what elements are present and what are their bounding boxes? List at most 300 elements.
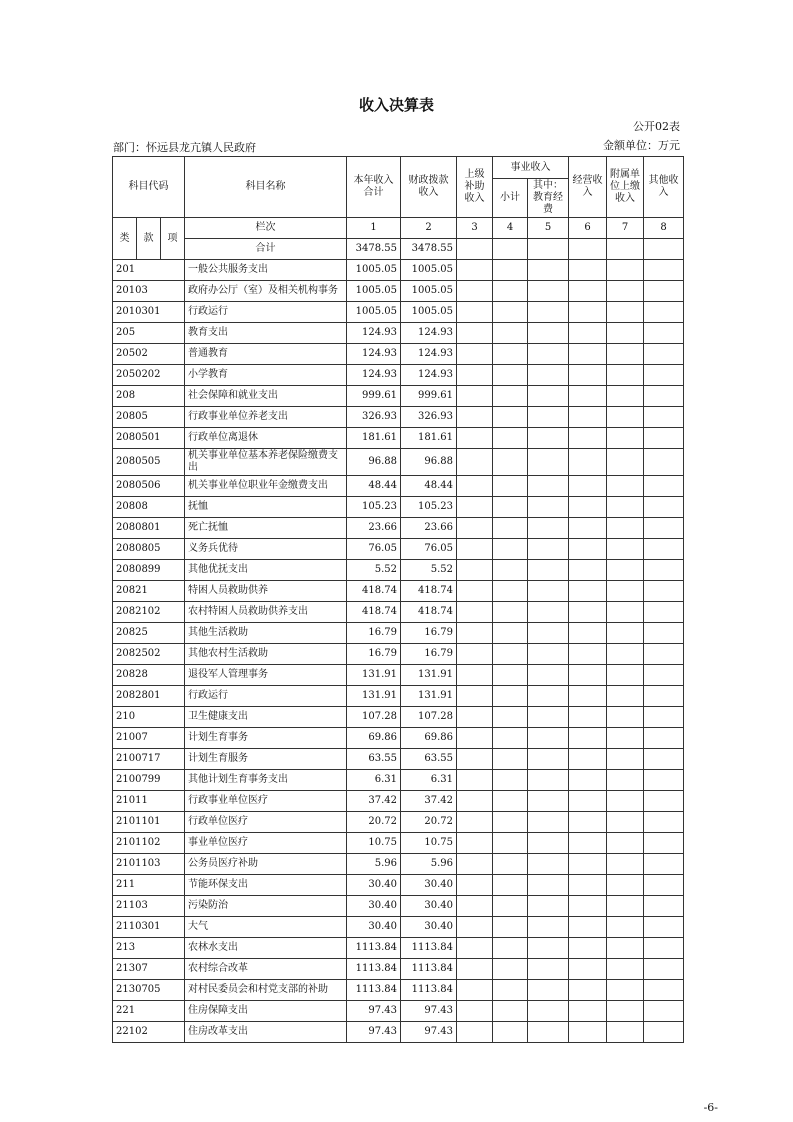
subject-name: 机关事业单位职业年金缴费支出 <box>185 476 347 497</box>
empty-cell <box>607 560 644 581</box>
subject-code: 2050202 <box>113 365 185 386</box>
income-table <box>112 156 684 1043</box>
empty-cell <box>457 1001 493 1022</box>
header-operating-income: 经营收入 <box>569 157 607 218</box>
fiscal-income: 1113.84 <box>401 980 457 1001</box>
empty-cell <box>569 791 607 812</box>
subject-name: 节能环保支出 <box>185 875 347 896</box>
total-income: 96.88 <box>347 449 401 476</box>
total-income: 124.93 <box>347 344 401 365</box>
subject-name: 计划生育服务 <box>185 749 347 770</box>
subject-name: 义务兵优待 <box>185 539 347 560</box>
empty-cell <box>493 302 528 323</box>
empty-cell <box>607 791 644 812</box>
subject-code: 21103 <box>113 896 185 917</box>
empty-cell <box>457 917 493 938</box>
empty-cell <box>457 707 493 728</box>
empty-cell <box>569 428 607 449</box>
fiscal-income: 999.61 <box>401 386 457 407</box>
empty-cell <box>528 560 569 581</box>
header-business-subtotal: 小计 <box>493 179 528 218</box>
subject-name: 行政运行 <box>185 686 347 707</box>
empty-cell <box>607 875 644 896</box>
total-income: 1005.05 <box>347 260 401 281</box>
empty-cell <box>528 323 569 344</box>
col-number: 2 <box>401 218 457 239</box>
table-row <box>113 686 684 707</box>
subject-name: 对村民委员会和村党支部的补助 <box>185 980 347 1001</box>
empty-cell <box>528 260 569 281</box>
empty-cell <box>569 344 607 365</box>
empty-cell <box>528 518 569 539</box>
empty-cell <box>644 749 684 770</box>
empty-cell <box>493 707 528 728</box>
empty-cell <box>457 386 493 407</box>
empty-cell <box>607 581 644 602</box>
empty-cell <box>528 665 569 686</box>
empty-cell <box>457 260 493 281</box>
col-number: 6 <box>569 218 607 239</box>
fiscal-income: 48.44 <box>401 476 457 497</box>
fiscal-income: 30.40 <box>401 917 457 938</box>
subject-name: 行政运行 <box>185 302 347 323</box>
empty-cell <box>607 770 644 791</box>
empty-cell <box>457 749 493 770</box>
empty-cell <box>644 917 684 938</box>
empty-cell <box>569 365 607 386</box>
total-income: 105.23 <box>347 497 401 518</box>
total-income: 107.28 <box>347 707 401 728</box>
empty-cell <box>644 407 684 428</box>
empty-cell <box>457 938 493 959</box>
table-row <box>113 728 684 749</box>
fiscal-income: 418.74 <box>401 602 457 623</box>
empty-cell <box>528 833 569 854</box>
subject-name: 特困人员救助供养 <box>185 581 347 602</box>
table-row <box>113 302 684 323</box>
subject-name: 卫生健康支出 <box>185 707 347 728</box>
empty-cell <box>644 539 684 560</box>
empty-cell <box>569 323 607 344</box>
table-row <box>113 896 684 917</box>
empty-cell <box>493 365 528 386</box>
form-number: 公开02表 <box>633 120 680 133</box>
subject-code: 2080805 <box>113 539 185 560</box>
empty-cell <box>528 854 569 875</box>
subject-code: 22102 <box>113 1022 185 1043</box>
fiscal-income: 6.31 <box>401 770 457 791</box>
subject-name: 死亡抚恤 <box>185 518 347 539</box>
subject-code: 205 <box>113 323 185 344</box>
empty-cell <box>528 707 569 728</box>
empty-cell <box>569 938 607 959</box>
table-row <box>113 875 684 896</box>
empty-cell <box>644 518 684 539</box>
empty-cell <box>528 875 569 896</box>
empty-cell <box>528 428 569 449</box>
empty-cell <box>528 980 569 1001</box>
empty-cell <box>569 959 607 980</box>
empty-cell <box>569 728 607 749</box>
header-fiscal-income: 财政拨款收入 <box>401 157 457 218</box>
empty-cell <box>569 497 607 518</box>
subject-code: 2101102 <box>113 833 185 854</box>
empty-cell <box>644 302 684 323</box>
col-number: 1 <box>347 218 401 239</box>
total-income: 1113.84 <box>347 959 401 980</box>
subject-code: 2080506 <box>113 476 185 497</box>
total-income: 1113.84 <box>347 938 401 959</box>
fiscal-income: 124.93 <box>401 344 457 365</box>
empty-cell <box>644 770 684 791</box>
empty-cell <box>569 749 607 770</box>
table-row <box>113 539 684 560</box>
subject-name: 抚恤 <box>185 497 347 518</box>
unit-label: 金额单位：万元 <box>603 139 680 152</box>
empty-cell <box>457 302 493 323</box>
fiscal-income: 37.42 <box>401 791 457 812</box>
empty-cell <box>528 728 569 749</box>
empty-cell <box>457 644 493 665</box>
empty-cell <box>607 518 644 539</box>
subject-code: 2080505 <box>113 449 185 476</box>
empty-cell <box>457 791 493 812</box>
header-lanci: 栏次 <box>185 218 347 239</box>
empty-cell <box>528 749 569 770</box>
empty-cell <box>607 281 644 302</box>
empty-cell <box>569 833 607 854</box>
empty-cell <box>528 896 569 917</box>
subject-name: 污染防治 <box>185 896 347 917</box>
page-title: 收入决算表 <box>358 96 434 114</box>
subject-code: 20805 <box>113 407 185 428</box>
empty-cell <box>607 644 644 665</box>
fiscal-income: 97.43 <box>401 1001 457 1022</box>
table-row <box>113 365 684 386</box>
subject-code: 2110301 <box>113 917 185 938</box>
empty-cell <box>569 386 607 407</box>
table-row <box>113 581 684 602</box>
empty-cell <box>607 938 644 959</box>
header-business-income: 事业收入 <box>493 157 569 179</box>
total-income: 999.61 <box>347 386 401 407</box>
empty-cell <box>607 959 644 980</box>
empty-cell <box>457 833 493 854</box>
empty-cell <box>607 896 644 917</box>
empty-cell <box>457 407 493 428</box>
header-affiliated-income: 附属单位上缴收入 <box>607 157 644 218</box>
subject-code: 21011 <box>113 791 185 812</box>
header-subject-name: 科目名称 <box>185 157 347 218</box>
empty-cell <box>493 644 528 665</box>
empty-cell <box>569 770 607 791</box>
empty-cell <box>493 980 528 1001</box>
empty-cell <box>457 281 493 302</box>
empty-cell <box>607 428 644 449</box>
empty-cell <box>644 365 684 386</box>
empty-cell <box>644 428 684 449</box>
empty-cell <box>493 728 528 749</box>
total-income: 131.91 <box>347 665 401 686</box>
empty-cell <box>457 1022 493 1043</box>
subject-code: 21307 <box>113 959 185 980</box>
empty-cell <box>493 260 528 281</box>
subject-code: 2082801 <box>113 686 185 707</box>
empty-cell <box>457 896 493 917</box>
empty-cell <box>607 833 644 854</box>
empty-cell <box>569 623 607 644</box>
empty-cell <box>569 686 607 707</box>
empty-cell <box>457 344 493 365</box>
empty-cell <box>569 665 607 686</box>
empty-cell <box>528 539 569 560</box>
col-number: 7 <box>607 218 644 239</box>
subject-name: 事业单位医疗 <box>185 833 347 854</box>
table-row <box>113 1022 684 1043</box>
empty-cell <box>528 476 569 497</box>
empty-cell <box>457 560 493 581</box>
table-row <box>113 449 684 476</box>
total-income: 131.91 <box>347 686 401 707</box>
empty-cell <box>607 686 644 707</box>
empty-cell <box>644 854 684 875</box>
total-income: 1005.05 <box>347 302 401 323</box>
total-income: 30.40 <box>347 875 401 896</box>
empty-cell <box>457 428 493 449</box>
empty-cell <box>528 365 569 386</box>
subject-name: 普通教育 <box>185 344 347 365</box>
fiscal-income: 131.91 <box>401 686 457 707</box>
empty-cell <box>457 497 493 518</box>
empty-cell <box>644 1022 684 1043</box>
empty-cell <box>493 323 528 344</box>
empty-cell <box>644 623 684 644</box>
subject-name: 公务员医疗补助 <box>185 854 347 875</box>
fiscal-income: 131.91 <box>401 665 457 686</box>
fiscal-income: 30.40 <box>401 896 457 917</box>
empty-cell <box>493 581 528 602</box>
empty-cell <box>493 518 528 539</box>
empty-cell <box>569 875 607 896</box>
empty-cell <box>493 539 528 560</box>
total-income: 10.75 <box>347 833 401 854</box>
page-number: -6- <box>703 1101 718 1114</box>
fiscal-income: 16.79 <box>401 644 457 665</box>
table-row <box>113 560 684 581</box>
empty-cell <box>528 644 569 665</box>
subject-name: 行政事业单位养老支出 <box>185 407 347 428</box>
subject-name: 行政事业单位医疗 <box>185 791 347 812</box>
total-income: 6.31 <box>347 770 401 791</box>
total-row-fiscal: 3478.55 <box>401 239 457 260</box>
empty-cell <box>644 959 684 980</box>
empty-cell <box>528 344 569 365</box>
empty-cell <box>528 1022 569 1043</box>
fiscal-income: 69.86 <box>401 728 457 749</box>
subject-name: 农村特困人员救助供养支出 <box>185 602 347 623</box>
empty-cell <box>607 539 644 560</box>
empty-cell <box>644 1001 684 1022</box>
empty-cell <box>528 449 569 476</box>
subject-name: 行政单位离退休 <box>185 428 347 449</box>
empty-cell <box>493 896 528 917</box>
empty-cell <box>457 686 493 707</box>
subject-name: 政府办公厅（室）及相关机构事务 <box>185 281 347 302</box>
empty-cell <box>528 302 569 323</box>
subject-name: 行政单位医疗 <box>185 812 347 833</box>
empty-cell <box>528 407 569 428</box>
subject-code: 2010301 <box>113 302 185 323</box>
empty-cell <box>528 959 569 980</box>
empty-cell <box>644 728 684 749</box>
subject-name: 住房保障支出 <box>185 1001 347 1022</box>
empty-cell <box>528 812 569 833</box>
fiscal-income: 10.75 <box>401 833 457 854</box>
subject-code: 208 <box>113 386 185 407</box>
table-row <box>113 386 684 407</box>
empty-cell <box>607 812 644 833</box>
empty-cell <box>607 1022 644 1043</box>
empty-cell <box>569 302 607 323</box>
fiscal-income: 181.61 <box>401 428 457 449</box>
empty-cell <box>607 386 644 407</box>
total-income: 16.79 <box>347 644 401 665</box>
empty-cell <box>457 365 493 386</box>
empty-cell <box>607 980 644 1001</box>
fiscal-income: 1005.05 <box>401 302 457 323</box>
empty-cell <box>569 476 607 497</box>
subject-name: 社会保障和就业支出 <box>185 386 347 407</box>
empty-cell <box>493 1022 528 1043</box>
fiscal-income: 20.72 <box>401 812 457 833</box>
table-row <box>113 344 684 365</box>
subject-code: 20103 <box>113 281 185 302</box>
total-income: 124.93 <box>347 323 401 344</box>
header-kuan: 款 <box>137 218 161 260</box>
empty-cell <box>457 476 493 497</box>
subject-code: 2082102 <box>113 602 185 623</box>
empty-cell <box>569 560 607 581</box>
subject-code: 2100799 <box>113 770 185 791</box>
empty-cell <box>569 581 607 602</box>
empty-cell <box>493 938 528 959</box>
table-row <box>113 812 684 833</box>
empty-cell <box>493 854 528 875</box>
subject-code: 211 <box>113 875 185 896</box>
header-total-income: 本年收入合计 <box>347 157 401 218</box>
fiscal-income: 1005.05 <box>401 281 457 302</box>
subject-code: 210 <box>113 707 185 728</box>
total-income: 1113.84 <box>347 980 401 1001</box>
empty-cell <box>493 344 528 365</box>
empty-cell <box>607 707 644 728</box>
empty-cell <box>457 770 493 791</box>
table-row <box>113 518 684 539</box>
fiscal-income: 96.88 <box>401 449 457 476</box>
table-row <box>113 749 684 770</box>
empty-cell <box>457 875 493 896</box>
fiscal-income: 1113.84 <box>401 959 457 980</box>
subject-code: 2100717 <box>113 749 185 770</box>
empty-cell <box>493 812 528 833</box>
subject-code: 2101103 <box>113 854 185 875</box>
subject-code: 2082502 <box>113 644 185 665</box>
empty-cell <box>569 602 607 623</box>
subject-code: 2130705 <box>113 980 185 1001</box>
empty-cell <box>607 302 644 323</box>
empty-cell <box>607 728 644 749</box>
empty-cell <box>644 686 684 707</box>
fiscal-income: 105.23 <box>401 497 457 518</box>
empty-cell <box>493 476 528 497</box>
empty-cell <box>607 260 644 281</box>
empty-cell <box>493 497 528 518</box>
empty-cell <box>644 449 684 476</box>
fiscal-income: 5.96 <box>401 854 457 875</box>
subject-name: 小学教育 <box>185 365 347 386</box>
empty-cell <box>493 959 528 980</box>
total-income: 76.05 <box>347 539 401 560</box>
empty-cell <box>644 581 684 602</box>
empty-cell <box>493 665 528 686</box>
empty-cell <box>644 281 684 302</box>
empty-cell <box>569 407 607 428</box>
total-income: 30.40 <box>347 917 401 938</box>
empty-cell <box>493 833 528 854</box>
total-income: 37.42 <box>347 791 401 812</box>
fiscal-income: 326.93 <box>401 407 457 428</box>
empty-cell <box>569 644 607 665</box>
empty-cell <box>457 665 493 686</box>
subject-code: 20502 <box>113 344 185 365</box>
header-xiang: 项 <box>161 218 185 260</box>
empty-cell <box>569 707 607 728</box>
empty-cell <box>457 602 493 623</box>
empty-cell <box>528 938 569 959</box>
empty-cell <box>528 623 569 644</box>
empty-cell <box>569 260 607 281</box>
empty-cell <box>644 260 684 281</box>
total-income: 1005.05 <box>347 281 401 302</box>
subject-name: 其他生活救助 <box>185 623 347 644</box>
empty-cell <box>528 281 569 302</box>
fiscal-income: 30.40 <box>401 875 457 896</box>
total-income: 124.93 <box>347 365 401 386</box>
empty-cell <box>644 344 684 365</box>
total-income: 23.66 <box>347 518 401 539</box>
department-label: 部门：怀远县龙亢镇人民政府 <box>113 141 256 154</box>
subject-name: 农林水支出 <box>185 938 347 959</box>
subject-name: 退役军人管理事务 <box>185 665 347 686</box>
table-row <box>113 260 684 281</box>
empty-cell <box>644 875 684 896</box>
col-number: 3 <box>457 218 493 239</box>
subject-name: 其他农村生活救助 <box>185 644 347 665</box>
empty-cell <box>607 602 644 623</box>
empty-cell <box>528 917 569 938</box>
empty-cell <box>569 539 607 560</box>
empty-cell <box>607 497 644 518</box>
table-row <box>113 917 684 938</box>
header-subject-code: 科目代码 <box>113 157 185 218</box>
table-row <box>113 1001 684 1022</box>
table-row <box>113 707 684 728</box>
fiscal-income: 76.05 <box>401 539 457 560</box>
header-superior-subsidy: 上级补助收入 <box>457 157 493 218</box>
table-row <box>113 602 684 623</box>
empty-cell <box>528 602 569 623</box>
total-income: 97.43 <box>347 1022 401 1043</box>
